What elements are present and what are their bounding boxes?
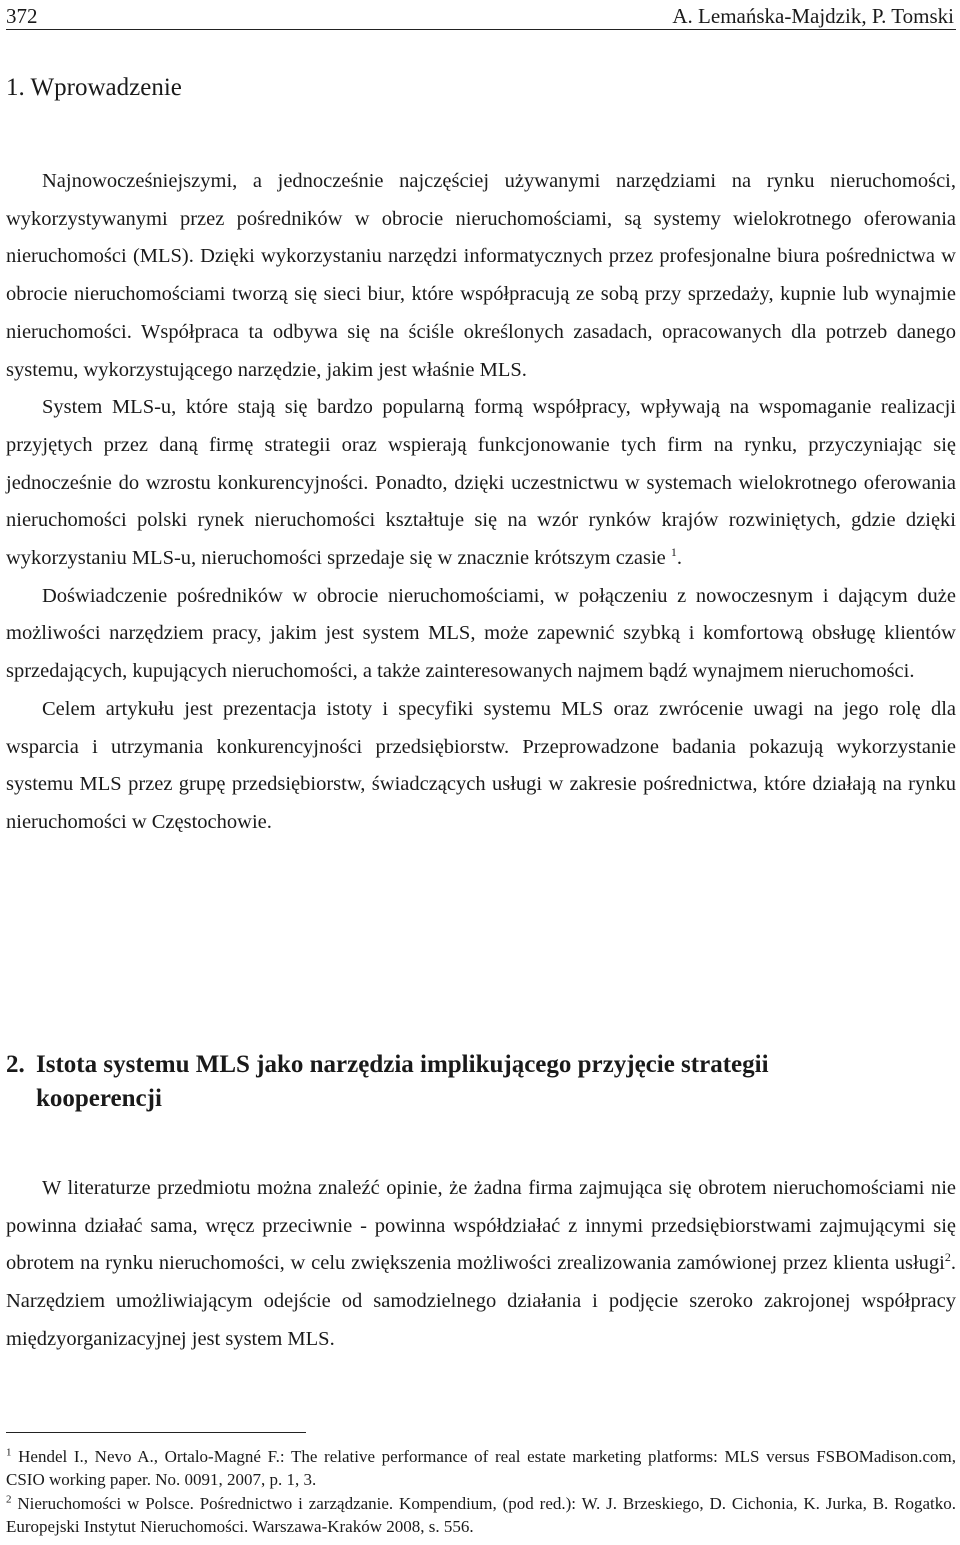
paragraph-text: System MLS-u, które stają się bardzo popularną formą współpracy, wpływają na wspomaganie realizacji przyjętych przez daną firmę strategii oraz wspierają funkcjonowanie tych firm na rynku, przyczyniając się jednocześnie do wzrostu konkurencyjności. Ponadto, dzięki uczestnictwu w systemach wielokrotnego oferowania nieruchomości polski rynek nieruchomości kształtuje się na wzór rynków krajów rozwiniętych, gdzie dzięki wykorzystaniu MLS-u, nieruchomości sprzedaje się w znacznie krótszym czasie — [6, 396, 956, 570]
footnote-marker: 2 — [6, 1493, 12, 1506]
paragraph: Najnowocześniejszymi, a jednocześnie najczęściej używanymi narzędziami na rynku nieruchomości, wykorzystywanymi przez pośredników w obrocie nieruchomościami, są systemy wielokrotnego oferowania nieruchomości (MLS). Dzięki wykorzystaniu narzędzi informatycznych przez profesjonalne biura pośrednictwa w obrocie nieruchomościami tworzą się sieci biur, które współpracują ze sobą przy sprzedaży, kupnie lub wynajmie nieruchomości. Współpraca ta odbywa się na ściśle określonych zasadach, opracowanych dla potrzeb danego systemu, wykorzystującego narzędzie, jakim jest właśnie MLS. — [6, 170, 956, 381]
header-authors: A. Lemańska-Majdzik, P. Tomski — [672, 4, 954, 28]
page-number: 372 — [6, 4, 38, 28]
paragraph-text-end: . — [676, 547, 683, 570]
footnote-reference[interactable]: 2 — [944, 1250, 951, 1265]
footnote-reference[interactable]: 1 — [670, 545, 677, 560]
footnote — [6, 1446, 956, 1491]
paragraph: Celem artykułu jest prezentacja istoty i specyfiki systemu MLS oraz zwrócenie uwagi na jego rolę dla wsparcia i utrzymania konkurencyjności przedsiębiorstw. Przeprowadzone badania pokazują wykorzystanie systemu MLS przez grupę przedsiębiorstw, świadczących usługi w zakresie pośrednictwa, które działają na rynku nieruchomości w Częstochowie. — [6, 697, 956, 833]
section-2-body — [6, 1170, 956, 1359]
paragraph — [6, 1170, 956, 1359]
paragraph-text: W literaturze przedmiotu można znaleźć opinie, że żadna firma zajmująca się obrotem nieruchomościami nie powinna działać sama, wręcz przeciwnie - powinna współdziałać z innymi przedsiębiorstwami zajmującymi się obrotem na rynku nieruchomości, w celu zwiększenia możliwości zrealizowania zamówionej przez klienta usługi — [6, 1177, 956, 1275]
paragraph-text-end: . Narzędziem umożliwiającym odejście od samodzielnego działania i podjęcie szeroko zakrojonej współpracy międzyorganizacyjnej jest system MLS. — [6, 1252, 956, 1350]
section-heading-line-2: kooperencji — [36, 1085, 162, 1112]
section-1-body — [6, 163, 956, 842]
section-heading-mls-essence — [6, 1048, 906, 1116]
section-number: 2. — [6, 1051, 25, 1078]
footnote — [6, 1493, 956, 1538]
footnote-marker: 1 — [6, 1446, 12, 1459]
footnote-text: Hendel I., Nevo A., Ortalo-Magné F.: The relative performance of real estate marketing platforms: MLS versus FSBOMadison.com, CSIO working paper. No. 0091, 2007, p. 1, 3. — [6, 1447, 956, 1489]
section-heading-introduction: 1. Wprowadzenie — [6, 74, 182, 101]
footnote-separator — [6, 1432, 306, 1433]
section-heading-line-1: Istota systemu MLS jako narzędzia implikującego przyjęcie strategii — [36, 1051, 769, 1078]
footnotes — [6, 1446, 956, 1540]
paragraph: Doświadczenie pośredników w obrocie nieruchomościami, w połączeniu z nowoczesnym i dającym duże możliwości narzędziem pracy, jakim jest system MLS, może zapewnić szybką i komfortową obsługę klientów sprzedających, kupujących nieruchomości, a także zainteresowanych najmem bądź wynajmem nieruchomości. — [6, 584, 956, 683]
running-header — [6, 3, 956, 30]
footnote-text: Nieruchomości w Polsce. Pośrednictwo i zarządzanie. Kompendium, (pod red.): W. J. Brzeskiego, D. Cichonia, K. Jurka, B. Rogatko. Europejski Instytut Nieruchomości. Warszawa-Kraków 2008, s. 556. — [6, 1494, 956, 1536]
paragraph — [6, 389, 956, 578]
